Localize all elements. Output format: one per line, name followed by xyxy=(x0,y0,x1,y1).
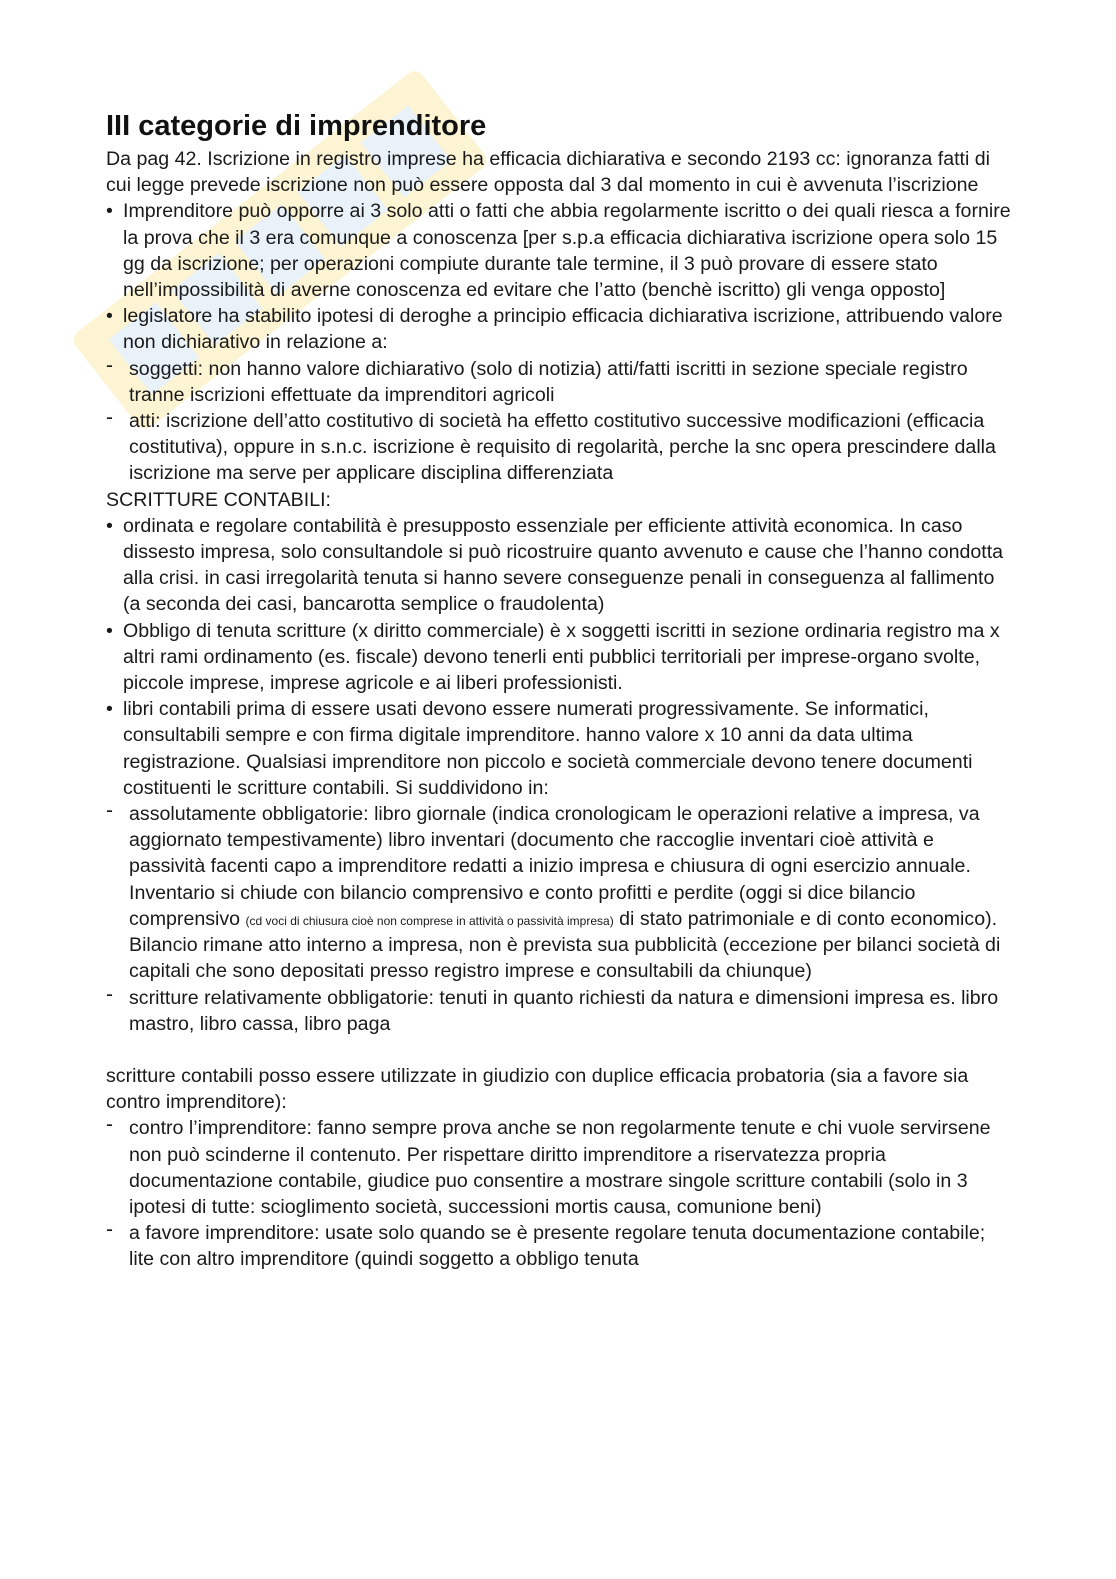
list-item-text: libri contabili prima di essere usati devono essere numerati progressivamente. Se informatici, consultabili sempre e con firma digitale imprenditore. hanno valore x 10 anni da data ultima registrazione. Qualsiasi imprenditore non piccolo e società commerciale devono tenere documenti costituenti le scritture contabili. Si suddividono in: xyxy=(123,698,973,799)
bullet-marker: • xyxy=(106,305,113,328)
dash-marker: - xyxy=(106,353,113,377)
list-item xyxy=(106,801,1011,984)
dash-marker: - xyxy=(106,406,113,430)
dash-marker: - xyxy=(106,982,113,1006)
list-item xyxy=(106,696,1011,801)
dash-marker: - xyxy=(106,1218,113,1242)
document-page xyxy=(106,108,1011,1273)
list-item xyxy=(106,303,1011,355)
list-item-text: contro l’imprenditore: fanno sempre prova anche se non regolarmente tenute e chi vuole servirsene non può scinderne il contenuto. Per rispettare diritto imprenditore a riservatezza propria documentazione contabile, giudice puo consentire a mostrare singole scritture contabili (solo in 3 ipotesi di tutte: scioglimento società, successioni mortis causa, comunione beni) xyxy=(129,1117,991,1218)
registro-list xyxy=(106,198,1011,486)
dash-marker: - xyxy=(106,799,113,823)
list-item-text: soggetti: non hanno valore dichiarativo (solo di notizia) atti/fatti iscritti in sezione speciale registro tranne iscrizioni effettuate da imprenditori agricoli xyxy=(129,357,968,406)
list-item xyxy=(106,513,1011,618)
bullet-marker: • xyxy=(106,698,113,721)
list-item-text: di stato patrimoniale e di conto economico). Bilancio rimane atto interno a impresa, non è prevista sua pubblicità (eccezione per bilanci società di capitali che sono depositati presso registro imprese e consultabili da chiunque) xyxy=(129,907,1001,983)
bullet-marker: • xyxy=(106,200,113,223)
section-heading: SCRITTURE CONTABILI: xyxy=(106,488,331,511)
scritture-list xyxy=(106,513,1011,1037)
list-item-text: ordinata e regolare contabilità è presupposto essenziale per efficiente attività economica. In caso dissesto impresa, solo consultandole si può ricostruire quanto avvenuto e cause che l’hanno condotta alla crisi. in casi irregolarità tenuta si hanno severe conseguenze penali in conseguenza al fallimento (a seconda dei casi, bancarotta semplice o fraudolenta) xyxy=(123,514,1004,616)
list-item-text: a favore imprenditore: usate solo quando se è presente regolare tenuta documentazione contabile; lite con altro imprenditore (quindi soggetto a obbligo tenuta xyxy=(129,1222,986,1271)
giudizio-paragraph: scritture contabili posso essere utilizzate in giudizio con duplice efficacia probatoria (sia a favore sia contro imprenditore): xyxy=(106,1064,969,1114)
page-title: III categorie di imprenditore xyxy=(106,110,487,142)
spacer xyxy=(106,1037,1011,1063)
list-item xyxy=(106,198,1011,303)
list-item xyxy=(106,408,1011,487)
bullet-marker: • xyxy=(106,514,113,537)
list-item-text: scritture relativamente obbligatorie: tenuti in quanto richiesti da natura e dimensioni impresa es. libro mastro, libro cassa, libro paga xyxy=(129,986,999,1035)
dash-marker: - xyxy=(106,1113,113,1137)
list-item xyxy=(106,982,1011,1037)
bullet-marker: • xyxy=(106,619,113,642)
list-item-text: Obbligo di tenuta scritture (x diritto commerciale) è x soggetti iscritti in sezione ordinaria registro ma x altri rami ordinamento (es. fiscale) devono tenerli enti pubblici territoriali per imprese-organo svolte, piccole imprese, imprese agricole e ai liberi professionisti. xyxy=(123,619,1000,695)
list-item-text: assolutamente obbligatorie: libro giornale (indica cronologicam le operazioni relative a impresa, va aggiornato tempestivamente) libro inventari (documento che raccoglie inventari cioè attività e passività facenti capo a imprenditore redatti a inizio impresa e chiusura di ogni esercizio annuale. Inventario si chiude con bilancio comprensivo e conto profitti e perdite (oggi si dice bilancio comprensivo xyxy=(129,803,980,930)
list-item-text: legislatore ha stabilito ipotesi di deroghe a principio efficacia dichiarativa iscrizione, attribuendo valore non dichiarativo in relazione a: xyxy=(123,305,1003,354)
small-note: (cd voci di chiusura cioè non comprese in attività o passività impresa) xyxy=(245,913,614,928)
list-item xyxy=(106,1115,1011,1220)
list-item xyxy=(106,618,1011,697)
list-item xyxy=(106,353,1011,408)
intro-paragraph: Da pag 42. Iscrizione in registro imprese ha efficacia dichiarativa e secondo 2193 cc: ignoranza fatti di cui legge prevede iscrizione non può essere opposta dal 3 dal momento in cui è avvenuta l’iscrizione xyxy=(106,148,991,197)
list-item-text: atti: iscrizione dell’atto costitutivo di società ha effetto costitutivo successive modificazioni (efficacia costitutiva), oppure in s.n.c. iscrizione è requisito di regolarità, perche la snc opera prescindere dalla iscrizione ma serve per applicare disciplina differenziata xyxy=(129,410,996,485)
list-item xyxy=(106,1220,1011,1272)
list-item-text: Imprenditore può opporre ai 3 solo atti o fatti che abbia regolarmente iscritto o dei quali riesca a fornire la prova che il 3 era comunque a conoscenza [per s.p.a efficacia dichiarativa iscrizione opera solo 15 gg da iscrizione; per operazioni compiute durante tale termine, il 3 può provare di essere stato nell’impossibilità di averne conoscenza ed evitare che l’atto (benchè iscritto) gli venga opposto] xyxy=(123,200,1011,302)
giudizio-list xyxy=(106,1115,1011,1272)
